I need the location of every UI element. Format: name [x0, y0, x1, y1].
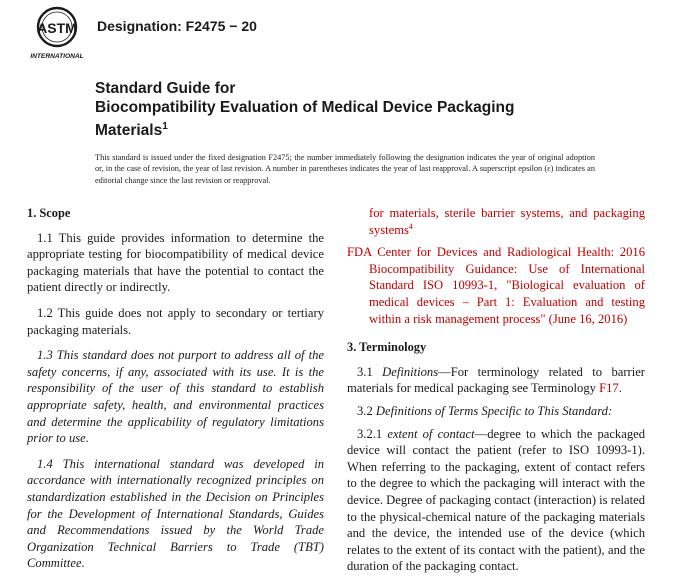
right-column	[347, 205, 645, 584]
title-line-1: Standard Guide for	[95, 80, 236, 97]
fda-label[interactable]: FDA	[347, 245, 372, 260]
left-column	[27, 205, 324, 581]
para-3-2-1: 3.2.1 extent of contact—degree to which the packaged device will contact the patient (refer to ISO 10993-1). When referring to the packaging, extent of contact refers to the degree to which the packaging will interact with the device. Degree of packaging contact (interaction) is related to the physical-chemical nature of the packaging materials and the device, the intended use of the device (which relates to the extent of its contact with the patient), and the duration of the packaging contact.	[347, 426, 646, 574]
para-3-1: 3.1 Definitions—For terminology related to barrier materials for medical packaging see Terminology F17.	[347, 364, 646, 396]
document-title	[95, 80, 575, 140]
title-footnote-mark[interactable]: 1	[162, 121, 168, 132]
astm-logo	[30, 6, 84, 60]
reference-fda	[347, 244, 645, 327]
title-line-3: Materials$^1$	[95, 121, 168, 139]
logo-subtext: INTERNATIONAL	[30, 53, 84, 60]
fda-text[interactable]: Center for Devices and Radiological Health: 2016 Biocompatibility Guidance: Use of International Standard ISO 10993-1, "Biological evaluation of medical devices – Part 1: Evaluation and testing within a risk management process" (June 16, 2016)	[369, 245, 645, 326]
para-1-3: 1.3 This standard does not purport to address all of the safety concerns, if any, associated with its use. It is the responsibility of the user of this standard to establish appropriate safety, health, and environmental practices and determine the applicability of regulatory limitations prior to use.	[27, 348, 324, 446]
footnote-mark-4[interactable]: 4	[408, 221, 413, 231]
logo-text: ASTM	[37, 20, 77, 36]
issue-note: This standard is issued under the fixed designation F2475; the number immediately following the designation indicates the year of original adoption or, in the case of revision, the year of last revision. A number in parentheses indicates the year of last reapproval. A superscript epsilon (ε) indicates an editorial change since the last revision or reapproval.	[95, 153, 595, 185]
designation: Designation: F2475 − 20	[97, 18, 257, 34]
para-3-2: 3.2 Definitions of Terms Specific to This Standard:	[357, 403, 613, 418]
para-1-2: 1.2 This guide does not apply to secondary or tertiary packaging materials.	[27, 305, 324, 337]
reference-continuation[interactable]	[347, 205, 645, 238]
terminology-heading: 3. Terminology	[347, 340, 427, 355]
para-1-4: 1.4 This international standard was developed in accordance with internationally recognized principles on standardization established in the Decision on Principles for the Development of International Standards, Guides and Recommendations issued by the World Trade Organization Technical Barriers to Trade (TBT) Committee.	[27, 456, 324, 571]
reference-continuation-text[interactable]: for materials, sterile barrier systems, and packaging systems	[369, 206, 645, 237]
para-1-1: 1.1 This guide provides information to determine the appropriate testing for biocompatibility of medical device packaging materials that have the potential to contact the patient directly or indirectly.	[27, 230, 324, 295]
scope-heading: 1. Scope	[27, 206, 71, 220]
ref-f17-link[interactable]: F17	[599, 381, 619, 396]
title-line-2: Biocompatibility Evaluation of Medical Device Packaging	[95, 99, 515, 116]
